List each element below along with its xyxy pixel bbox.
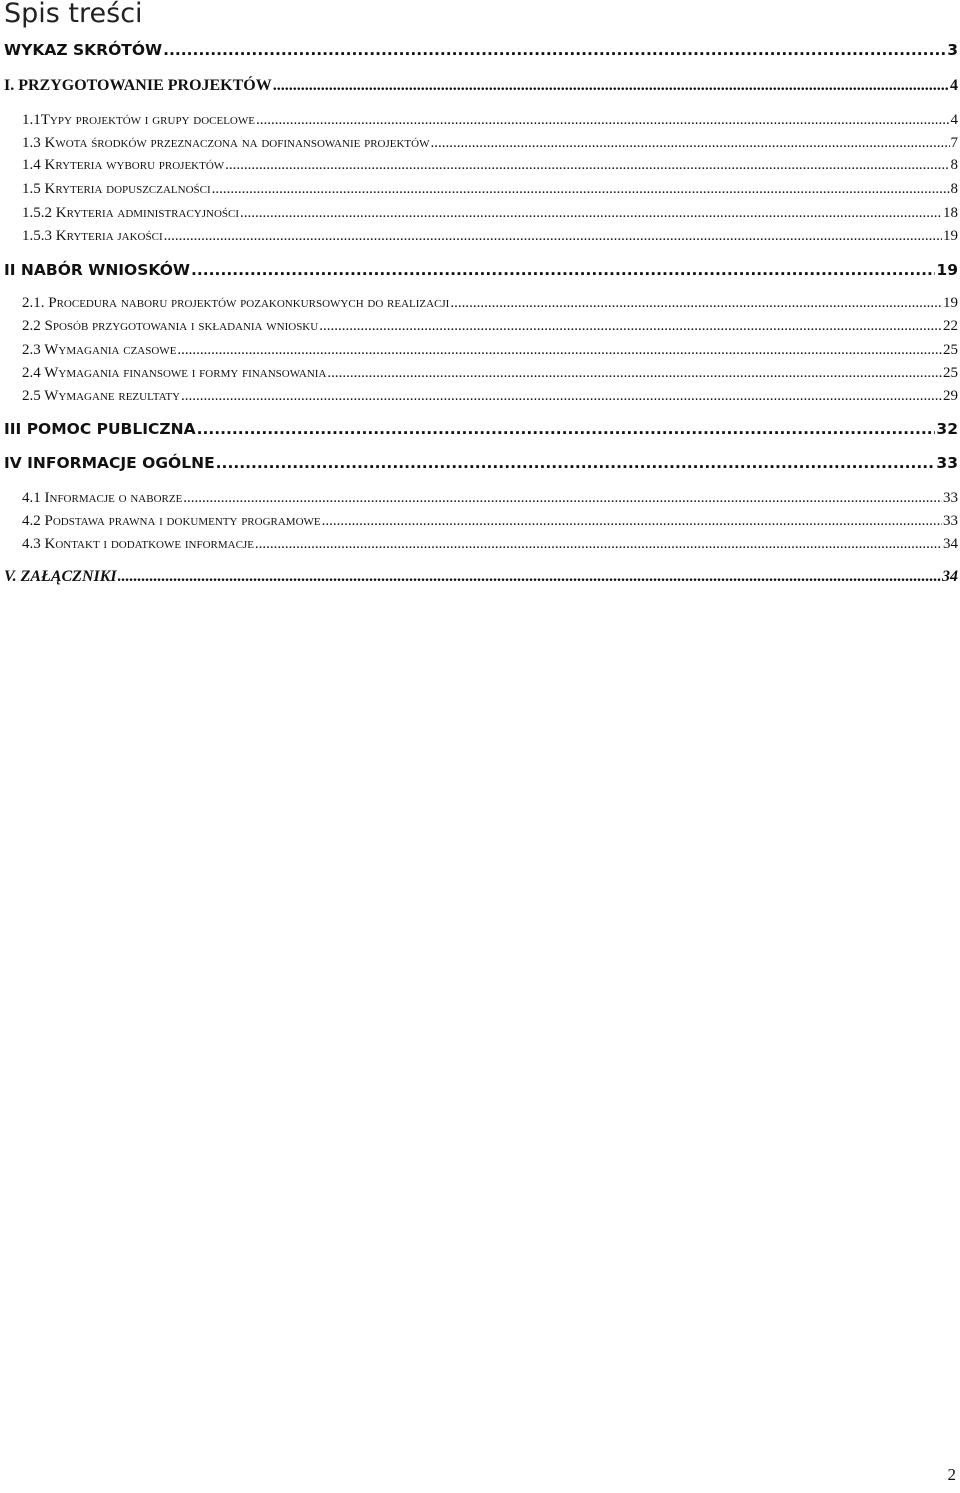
toc-leader [256, 112, 950, 129]
toc-entry-text: 4.3 Kontakt i dodatkowe informacje [22, 536, 254, 552]
toc-leader [163, 41, 946, 59]
toc-entry[interactable] [22, 513, 958, 530]
toc-entry-page: 33 [943, 513, 958, 529]
toc-leader [319, 318, 942, 335]
toc-entry-page: 33 [943, 490, 958, 506]
toc-entry-page: 19 [936, 261, 958, 279]
toc-entry-page: 19 [943, 228, 958, 244]
toc-entry-page: 19 [943, 295, 958, 311]
toc-leader [430, 135, 949, 152]
toc-entry[interactable] [22, 318, 958, 335]
toc-entry-text: V. ZAŁĄCZNIKI [4, 568, 117, 585]
toc-entry-text: 4.1 Informacje o naborze [22, 490, 183, 506]
toc-leader [240, 205, 942, 222]
toc-entry[interactable] [22, 536, 958, 553]
toc-entry[interactable] [22, 388, 958, 405]
toc-entry-text: II NABÓR WNIOSKÓW [4, 261, 190, 279]
toc-leader [164, 228, 942, 245]
toc-leader [177, 342, 942, 359]
page-number: 2 [947, 1465, 956, 1484]
toc-entry-page: 22 [943, 318, 958, 334]
toc-leader [273, 77, 949, 95]
toc-entry-text: 1.4 Kryteria wyboru projektów [22, 157, 225, 173]
toc-entry-page: 34 [942, 568, 958, 585]
toc-leader [197, 420, 936, 438]
toc-entry-page: 4 [950, 112, 958, 128]
toc-entry-text: I. PRZYGOTOWANIE PROJEKTÓW [4, 77, 272, 94]
toc-entry[interactable] [22, 342, 958, 359]
toc-entry[interactable] [22, 135, 958, 152]
toc-entry[interactable] [22, 112, 958, 129]
toc-leader [118, 568, 941, 586]
toc-entry-text: 1.5.3 Kryteria jakości [22, 228, 163, 244]
toc-entry[interactable] [4, 261, 958, 279]
toc-entry[interactable] [22, 365, 958, 382]
toc-entry[interactable] [22, 295, 958, 312]
toc-entry[interactable] [22, 228, 958, 245]
toc-leader [450, 295, 942, 312]
toc-title: Spis treści [4, 0, 143, 29]
toc-entry-page: 34 [943, 536, 958, 552]
toc-leader [183, 490, 942, 507]
toc-entry[interactable] [22, 490, 958, 507]
toc-entry-text: III POMOC PUBLICZNA [4, 420, 196, 438]
toc-entry-page: 8 [950, 181, 958, 197]
toc-entry-page: 4 [950, 77, 958, 94]
toc-entry-page: 8 [950, 157, 958, 173]
toc-entry-page: 29 [943, 388, 958, 404]
toc-entry-text: 1.5 Kryteria dopuszczalności [22, 181, 211, 197]
toc-entry-page: 3 [947, 41, 958, 59]
toc-leader [327, 365, 942, 382]
toc-entry-page: 7 [950, 135, 958, 151]
toc-entry-text: 2.3 Wymagania czasowe [22, 342, 177, 358]
toc-entry-text: 1.3 Kwota środków przeznaczona na dofinansowanie projektów [22, 135, 430, 151]
toc-entry-text: 1.5.2 Kryteria administracyjności [22, 205, 240, 221]
toc-entry-page: 33 [936, 454, 958, 472]
toc-entry[interactable] [4, 454, 958, 472]
toc-entry[interactable] [4, 420, 958, 438]
toc-leader [255, 536, 942, 553]
toc-entry-text: 2.1. Procedura naboru projektów pozakonkursowych do realizacji [22, 295, 450, 311]
toc-leader [212, 181, 950, 198]
toc-entry-text: 4.2 Podstawa prawna i dokumenty programowe [22, 513, 321, 529]
toc-leader [322, 513, 942, 530]
toc-leader [216, 454, 936, 472]
toc-entry[interactable] [4, 568, 958, 586]
toc-leader [191, 261, 935, 279]
toc-leader [225, 157, 949, 174]
toc-entry[interactable] [22, 181, 958, 198]
toc-entry[interactable] [4, 41, 958, 59]
toc-entry-page: 25 [943, 365, 958, 381]
toc-entry[interactable] [22, 205, 958, 222]
toc-entry-text: 1.1Typy projektów i grupy docelowe [22, 112, 255, 128]
toc-entry[interactable] [22, 157, 958, 174]
toc-entry-page: 32 [936, 420, 958, 438]
toc-entry-page: 25 [943, 342, 958, 358]
toc-entry-text: 2.4 Wymagania finansowe i formy finansowania [22, 365, 327, 381]
toc-entry[interactable] [4, 77, 958, 95]
toc-entry-text: 2.2 Sposób przygotowania i składania wniosku [22, 318, 319, 334]
toc-entry-text: IV INFORMACJE OGÓLNE [4, 454, 215, 472]
toc-entry-text: WYKAZ SKRÓTÓW [4, 41, 163, 59]
toc-entry-page: 18 [943, 205, 958, 221]
toc-leader [181, 388, 942, 405]
toc-entry-text: 2.5 Wymagane rezultaty [22, 388, 181, 404]
